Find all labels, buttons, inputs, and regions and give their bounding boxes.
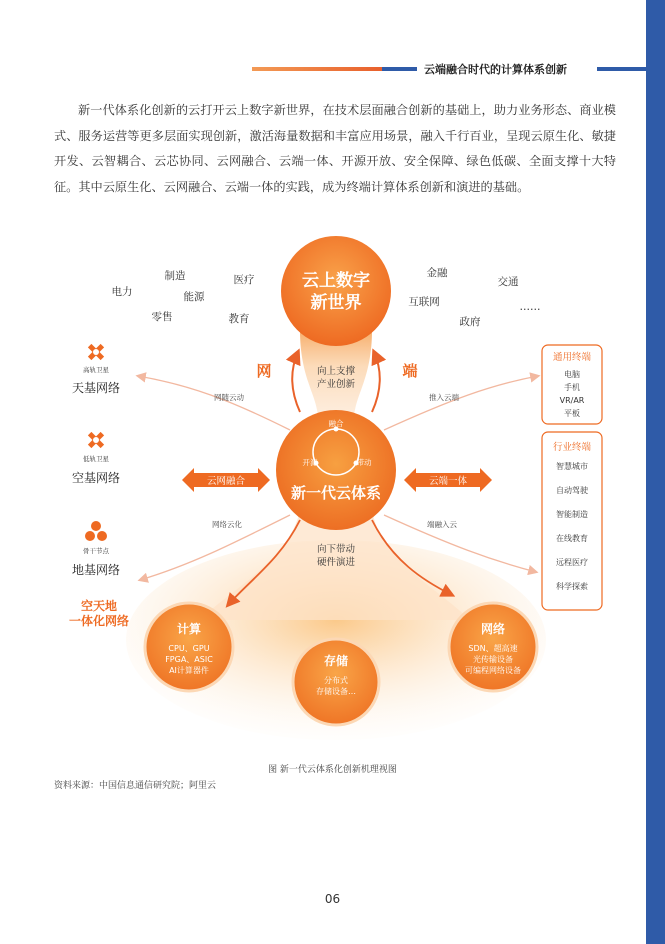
down-drive-line1: 向下带动: [316, 544, 356, 555]
top-circle: [281, 236, 391, 346]
industry-label: 教育: [228, 313, 250, 325]
arrow-to-general: [384, 376, 538, 430]
sky-network-label: 天基网络: [71, 381, 121, 395]
network-line: SDN、超高速: [468, 644, 518, 653]
net-label: 网: [256, 362, 272, 380]
up-support-line1: 向上支撑: [316, 366, 356, 377]
industry-terminal-item: 在线教育: [556, 534, 588, 543]
storage-line: 存储设备…: [316, 687, 356, 696]
top-circle-line1: 云上数字: [302, 271, 370, 291]
storage-line: 分布式: [324, 676, 348, 685]
integrated-net-line1: 空天地: [80, 599, 118, 613]
ground-network-label: 地基网络: [71, 563, 121, 577]
arrow-label: 网络云化: [212, 520, 242, 529]
general-terminal-item: 平板: [564, 409, 580, 418]
node-icon-label: 低轨卫星: [83, 455, 109, 463]
air-network-label: 空基网络: [71, 471, 121, 485]
source-note: 资料来源：中国信息通信研究院；阿里云: [54, 781, 217, 791]
arrow-label: 推入云端: [429, 393, 459, 402]
compute-line: CPU、GPU: [168, 644, 210, 653]
satellite-icon: [88, 344, 104, 360]
top-circle-line2: 新世界: [310, 293, 362, 313]
general-terminal-item: 电脑: [564, 370, 580, 379]
node-icon-label: 骨干节点: [83, 547, 109, 555]
backbone-node-icon: [85, 521, 107, 541]
industry-label: 能源: [183, 291, 205, 303]
cloud-net-label: 云网融合: [206, 476, 246, 487]
ring-label-drive: 带动: [356, 458, 372, 467]
industry-label: 制造: [164, 270, 186, 282]
ring-label-merge: 融合: [328, 419, 344, 428]
satellite-icon: [88, 432, 104, 448]
general-terminal-item: 手机: [564, 383, 580, 392]
arrow-to-sky: [138, 376, 290, 430]
industry-label: 电力: [111, 286, 133, 298]
industry-label: 交通: [497, 276, 519, 288]
general-terminal-item: VR/AR: [559, 396, 585, 405]
industry-label: ……: [519, 301, 541, 313]
up-support-line2: 产业创新: [316, 379, 356, 390]
body-paragraph: 新一代体系化创新的云打开云上数字新世界，在技术层面融合创新的基础上，助力业务形态、商业模式、服务运营等更多层面实现创新，激活海量数据和丰富应用场景，融入千行百业，呈现云原生化、敏捷开发、云智耦合、云芯协同、云网融合、云端一体、开源开放、安全保障、绿色低碳、全面支撑十大特征。其中云原生化、云网融合、云端一体的实践，成为终端计算体系创新和演进的基础。: [54, 103, 616, 194]
compute-title: 计算: [176, 622, 202, 636]
industry-terminal-item: 智能制造: [556, 510, 588, 519]
network-line: 可编程网络设备: [465, 666, 521, 675]
down-drive-line2: 硬件演进: [316, 557, 356, 568]
industry-terminal-item: 科学探索: [556, 582, 588, 591]
integrated-net-line2: 一体化网络: [68, 614, 130, 628]
industry-label: 金融: [426, 267, 448, 279]
industry-label: 医疗: [233, 274, 255, 286]
industry-terminal-title: 行业终端: [552, 442, 592, 453]
compute-line: FPGA、ASIC: [165, 655, 213, 664]
up-arrow-right: [372, 352, 380, 412]
arrow-label: 端融入云: [427, 520, 457, 529]
general-terminal-title: 通用终端: [552, 352, 592, 363]
network-title: 网络: [480, 622, 506, 636]
industry-terminal-item: 远程医疗: [556, 558, 588, 567]
storage-title: 存储: [323, 654, 349, 668]
industry-label: 互联网: [408, 296, 440, 308]
header-title: 云端融合时代的计算体系创新: [424, 63, 567, 76]
industry-label: 零售: [151, 311, 173, 323]
end-label: 端: [402, 362, 418, 380]
page-number: 06: [324, 892, 341, 906]
industry-terminal-item: 智慧城市: [556, 462, 588, 471]
cloud-end-label: 云端一体: [428, 476, 468, 487]
arrow-label: 网随云动: [214, 393, 244, 402]
compute-line: AI计算器件: [169, 666, 209, 675]
industry-terminal-item: 自动驾驶: [556, 486, 588, 495]
center-title: 新一代云体系: [290, 484, 382, 502]
industry-label: 政府: [459, 316, 481, 328]
ring-label-open: 开源: [302, 458, 318, 467]
network-line: 光传输设备: [473, 655, 513, 664]
figure-caption: 图 新一代云体系化创新机理视图: [268, 765, 397, 775]
node-icon-label: 高轨卫星: [83, 366, 109, 374]
up-arrow-left: [292, 352, 300, 412]
